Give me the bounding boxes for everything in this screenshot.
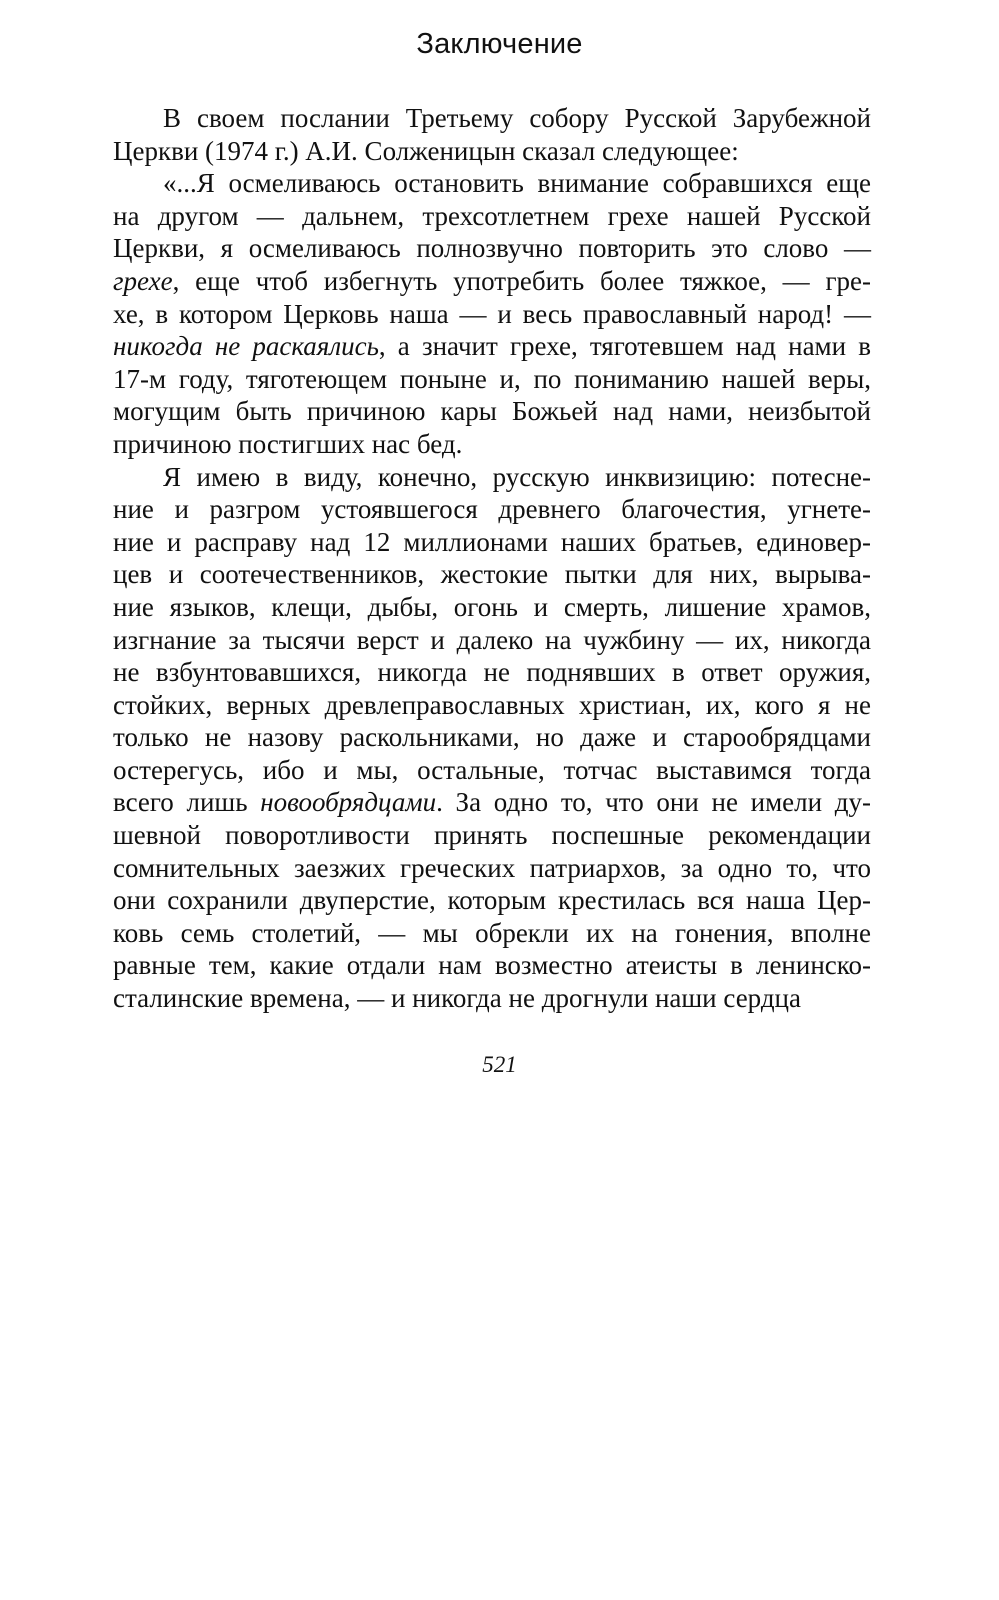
text-line <box>113 949 871 982</box>
text-line <box>113 754 871 787</box>
text-line <box>113 330 871 363</box>
italic-text: грехе <box>113 265 173 296</box>
text-line <box>113 721 871 754</box>
text-run: Я имею в виду, конечно, русскую инквизицию: потесне- <box>163 461 871 492</box>
running-head: Заключение <box>416 28 583 60</box>
text-line <box>113 493 871 526</box>
text-run: цев и соотечественников, жестокие пытки для них, вырыва- <box>113 559 871 590</box>
text-run: причиною постигших нас бед. <box>113 428 463 459</box>
text-line <box>113 232 871 265</box>
text-run: могущим быть причиною кары Божьей над нами, неизбытой <box>113 396 871 427</box>
text-line <box>113 982 871 1015</box>
text-run: равные тем, какие отдали нам возместно атеисты в ленинско- <box>113 950 871 981</box>
text-line <box>113 428 871 461</box>
paragraph <box>113 102 871 167</box>
text-run: , а значит грехе, тяготевшем над нами в <box>378 331 871 362</box>
text-run: Церкви, я осмеливаюсь полнозвучно повторить это слово — <box>113 233 871 264</box>
text-line <box>113 689 871 722</box>
text-run: ковь семь столетий, — мы обрекли их на гонения, вполне <box>113 917 871 948</box>
italic-text: новообрядцами <box>260 787 437 818</box>
text-run: «...Я осмеливаюсь остановить внимание собравшихся еще <box>163 168 871 199</box>
text-line <box>113 558 871 591</box>
text-line <box>113 786 871 819</box>
text-run: на другом — дальнем, трехсотлетнем грехе нашей Русской <box>113 200 871 231</box>
text-run: ние и расправу над 12 миллионами наших братьев, единовер- <box>113 526 871 557</box>
text-run: не взбунтовавшихся, никогда не поднявших в ответ оружия, <box>113 657 871 688</box>
text-line <box>113 526 871 559</box>
text-run: изгнание за тысячи верст и далеко на чужбину — их, никогда <box>113 624 871 655</box>
text-line <box>113 395 871 428</box>
text-line <box>113 884 871 917</box>
text-line <box>113 461 871 494</box>
text-line <box>113 852 871 885</box>
body-text <box>113 102 871 1015</box>
text-run: они сохранили двуперстие, которым крестилась вся наша Цер- <box>113 885 871 916</box>
text-line <box>113 102 871 135</box>
text-line <box>113 298 871 331</box>
text-line <box>113 200 871 233</box>
text-run: сталинские времена, — и никогда не дрогнули наши сердца <box>113 983 801 1014</box>
text-run: только не назову раскольниками, но даже и старообрядцами <box>113 722 871 753</box>
text-line <box>113 167 871 200</box>
text-line <box>113 591 871 624</box>
text-line <box>113 819 871 852</box>
text-run: шевной поворотливости принять поспешные рекомендации <box>113 820 871 851</box>
page-number: 521 <box>482 1052 517 1077</box>
text-run: , еще чтоб избегнуть употребить более тяжкое, — гре- <box>172 265 871 296</box>
text-run: Церкви (1974 г.) А.И. Солженицын сказал следующее: <box>113 135 739 166</box>
text-line <box>113 265 871 298</box>
paragraph <box>113 461 871 1015</box>
text-run: сомнительных заезжих греческих патриархов, за одно то, что <box>113 852 871 883</box>
text-line <box>113 656 871 689</box>
text-run: ние языков, клещи, дыбы, огонь и смерть, лишение храмов, <box>113 591 871 622</box>
text-line <box>113 363 871 396</box>
text-run: 17-м году, тяготеющем поныне и, по пониманию нашей веры, <box>113 363 871 394</box>
text-line <box>113 624 871 657</box>
paragraph <box>113 167 871 460</box>
text-run: В своем послании Третьему собору Русской Зарубежной <box>163 103 871 133</box>
italic-text: никогда не раскаялись <box>113 331 379 362</box>
text-line <box>113 917 871 950</box>
text-run: . За одно то, что они не имели ду- <box>436 787 871 818</box>
text-run: хе, в котором Церковь наша — и весь православный народ! — <box>113 298 871 329</box>
text-run: стойких, верных древлеправославных христиан, их, кого я не <box>113 689 871 720</box>
text-line <box>113 135 871 168</box>
text-run: ние и разгром устоявшегося древнего благочестия, угнете- <box>113 494 871 525</box>
text-run: всего лишь <box>113 787 261 818</box>
text-run: остерегусь, ибо и мы, остальные, тотчас выставимся тогда <box>113 754 871 785</box>
